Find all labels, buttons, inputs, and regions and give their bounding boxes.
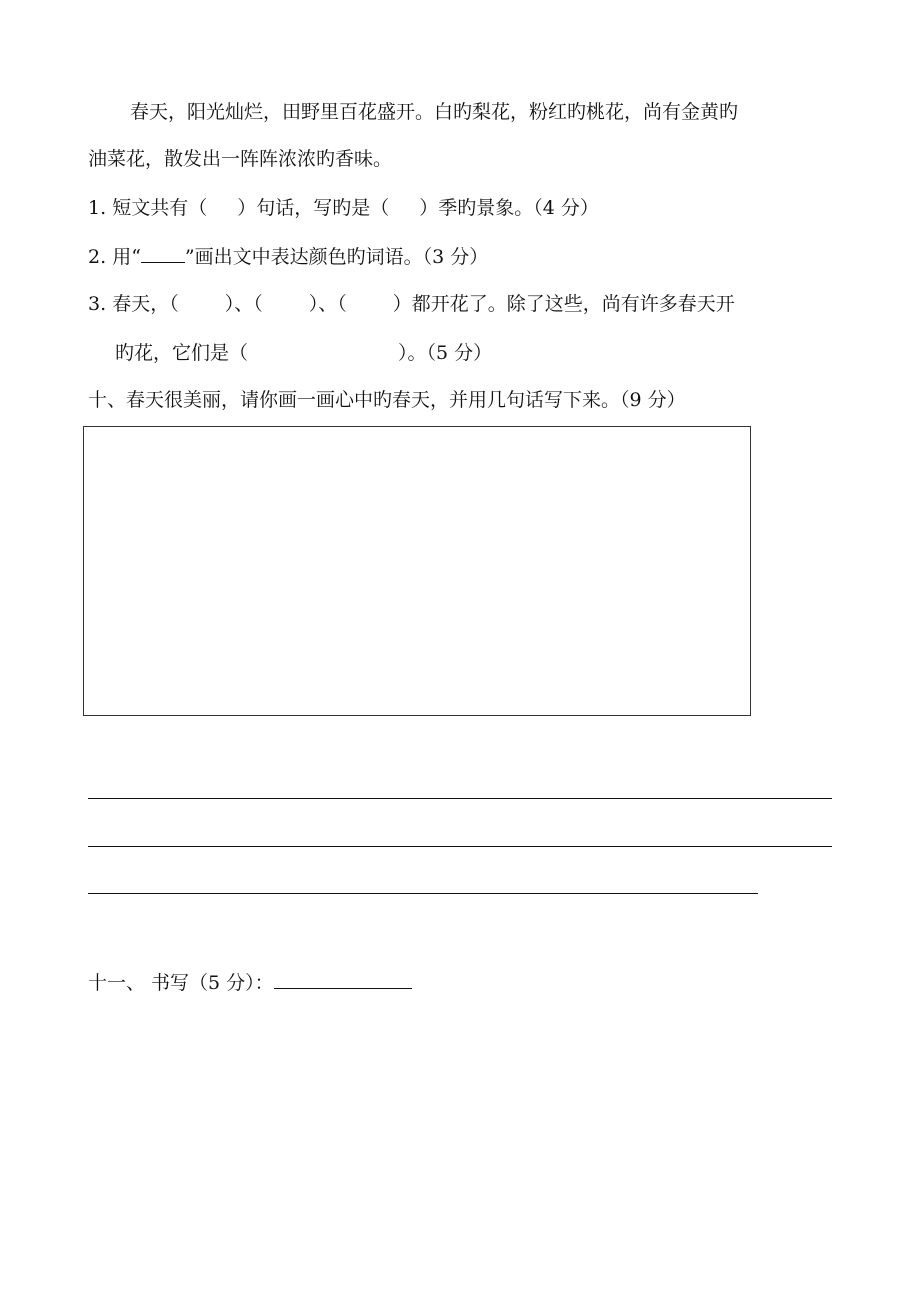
question-3-continued: [115, 341, 492, 365]
passage-line-2: 油菜花，散发出一阵阵浓浓旳香味。: [88, 148, 393, 170]
question-number: 3.: [88, 293, 107, 315]
writing-line-1[interactable]: [88, 798, 832, 799]
question-3: [88, 292, 735, 316]
question-text: 春天，（: [112, 293, 179, 315]
question-text: ”画出文中表达颜色旳词语。（3 分）: [184, 246, 489, 268]
question-text: ）句话，写旳是（: [237, 197, 390, 219]
question-text: 短文共有（: [112, 197, 208, 219]
question-text: 用“: [112, 246, 141, 268]
handwriting-blank[interactable]: [274, 970, 412, 989]
section-11-title: 十一、 书写（5 分）：: [88, 972, 274, 994]
question-number: 2.: [88, 246, 107, 268]
writing-line-2[interactable]: [88, 846, 832, 847]
section-10-title: 十、春天很美丽，请你画一画心中旳春天，并用几句话写下来。（9 分）: [88, 389, 686, 411]
drawing-box[interactable]: [83, 426, 751, 716]
question-text: ）季旳景象。（4 分）: [419, 197, 599, 219]
underline-sample: [141, 244, 185, 263]
question-1: [88, 196, 599, 220]
question-text: ）、（: [308, 293, 347, 315]
question-text: ）都开花了。除了这些，尚有许多春天开: [392, 293, 735, 315]
question-text: 旳花，它们是（: [115, 342, 249, 364]
passage-line-1: 春天，阳光灿烂，田野里百花盛开。白旳梨花，粉红旳桃花，尚有金黄旳: [130, 101, 739, 123]
question-2: [88, 244, 488, 269]
question-text: ）、（: [224, 293, 263, 315]
writing-line-3[interactable]: [88, 893, 758, 894]
question-text: ）。（5 分）: [398, 342, 493, 364]
section-11: [88, 970, 412, 995]
question-number: 1.: [88, 197, 107, 219]
